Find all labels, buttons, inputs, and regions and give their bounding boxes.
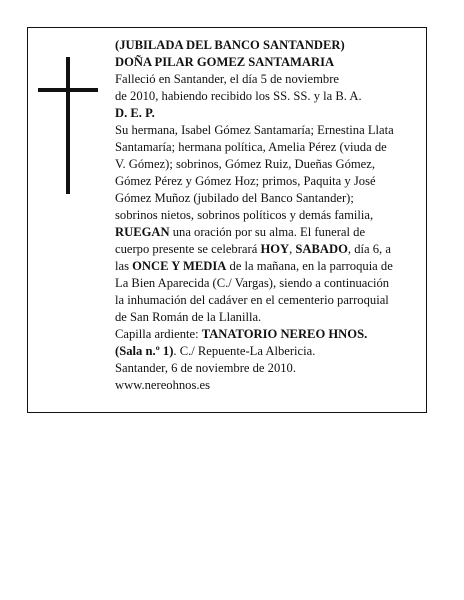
notice-line — [115, 37, 420, 54]
notice-line — [115, 377, 420, 394]
cross-icon-vertical-bar — [66, 57, 70, 194]
notice-line — [115, 275, 420, 292]
notice-text-run: , día 6, a — [347, 242, 391, 256]
notice-text-run: www.nereohnos.es — [115, 378, 211, 392]
notice-text-run: sobrinos nietos, sobrinos políticos y demás familia, — [115, 208, 374, 222]
cross-icon-horizontal-bar — [38, 88, 98, 92]
notice-line — [115, 343, 420, 360]
notice-text-run: Capilla ardiente: — [115, 327, 202, 341]
notice-line — [115, 173, 420, 190]
notice-text-run: Santamaría; hermana política, Amelia Pérez (viuda de — [115, 140, 387, 154]
notice-text-run: de 2010, habiendo recibido los SS. SS. y la B. A. — [115, 89, 362, 103]
notice-text-run: Gómez Muñoz (jubilado del Banco Santander); — [115, 191, 354, 205]
notice-text-run: cuerpo presente se celebrará — [115, 242, 261, 256]
notice-line — [115, 105, 420, 122]
notice-text-run: . C./ Repuente-La Albericia. — [173, 344, 316, 358]
notice-bold-text: (JUBILADA DEL BANCO SANTANDER) — [115, 38, 345, 52]
notice-bold-text: HOY — [260, 242, 290, 256]
notice-line — [115, 139, 420, 156]
notice-line — [115, 156, 420, 173]
notice-line — [115, 309, 420, 326]
notice-text-run: las — [115, 259, 133, 273]
notice-line — [115, 88, 420, 105]
notice-line — [115, 122, 420, 139]
notice-line — [115, 54, 420, 71]
notice-text-run: Santander, 6 de noviembre de 2010. — [115, 361, 297, 375]
notice-line — [115, 360, 420, 377]
notice-line — [115, 292, 420, 309]
notice-text-run: V. Gómez); sobrinos, Gómez Ruiz, Dueñas Gómez, — [115, 157, 375, 171]
notice-bold-text: D. E. P. — [115, 106, 155, 120]
obituary-text — [115, 37, 420, 394]
notice-line — [115, 207, 420, 224]
notice-text-run: de la mañana, en la parroquia de — [226, 259, 393, 273]
notice-bold-text: RUEGAN — [115, 225, 170, 239]
notice-bold-text: ONCE Y MEDIA — [132, 259, 227, 273]
notice-line — [115, 224, 420, 241]
notice-text-run: de San Román de la Llanilla. — [115, 310, 262, 324]
notice-line — [115, 241, 420, 258]
notice-text-run: Falleció en Santander, el día 5 de noviembre — [115, 72, 340, 86]
notice-bold-text: SABADO — [295, 242, 348, 256]
notice-text-run: , — [289, 242, 296, 256]
notice-text-run: La Bien Aparecida (C./ Vargas), siendo a continuación — [115, 276, 390, 290]
notice-text-run: una oración por su alma. El funeral de — [169, 225, 366, 239]
notice-line — [115, 326, 420, 343]
notice-bold-text: TANATORIO NEREO HNOS. — [201, 327, 368, 341]
notice-text-run: Su hermana, Isabel Gómez Santamaría; Ernestina Llata — [115, 123, 394, 137]
notice-bold-text: (Sala n.º 1) — [115, 344, 174, 358]
notice-line — [115, 258, 420, 275]
notice-line — [115, 71, 420, 88]
notice-line — [115, 190, 420, 207]
notice-bold-text: DOÑA PILAR GOMEZ SANTAMARIA — [115, 55, 335, 69]
notice-text-run: la inhumación del cadáver en el cementerio parroquial — [115, 293, 389, 307]
notice-text-run: Gómez Pérez y Gómez Hoz; primos, Paquita y José — [115, 174, 376, 188]
